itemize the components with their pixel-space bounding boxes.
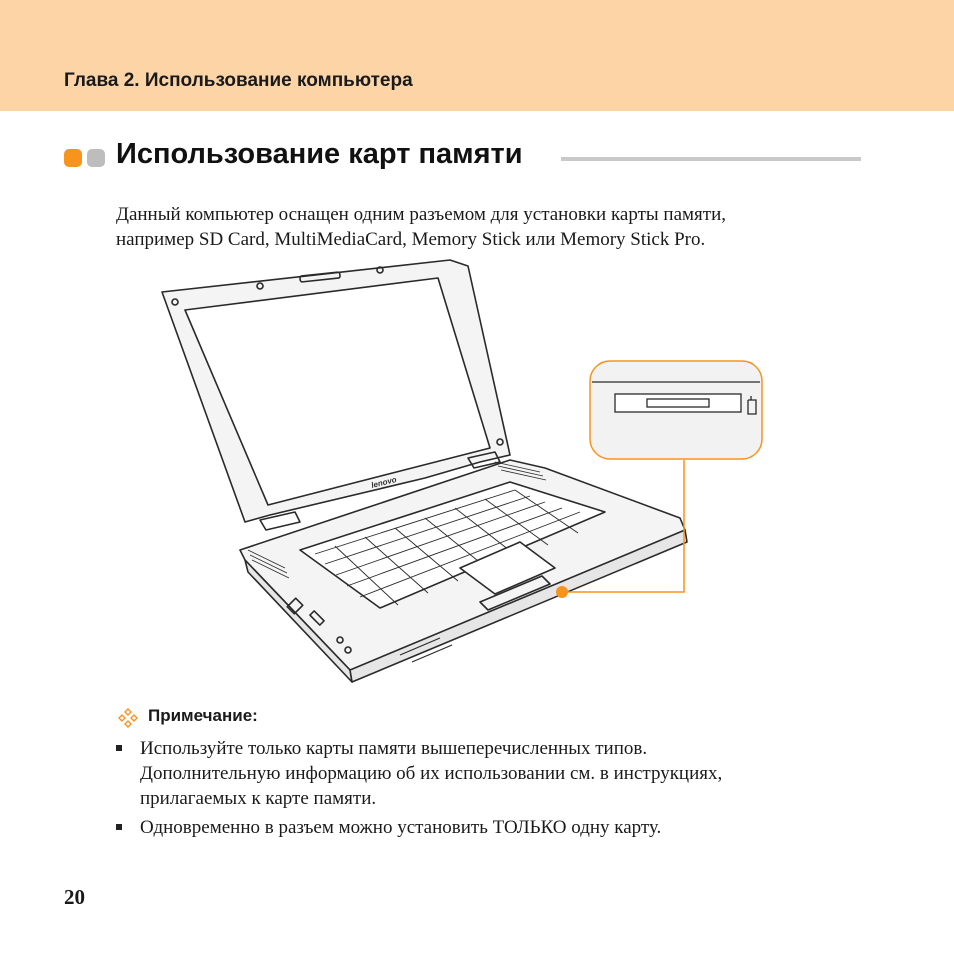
laptop-illustration bbox=[150, 250, 790, 690]
note-line: Одновременно в разъем можно установить ТОЛЬКО одну карту. bbox=[140, 817, 662, 838]
section-bullets-icon bbox=[64, 148, 108, 168]
bullet-square-icon bbox=[116, 824, 122, 830]
list-item bbox=[116, 815, 876, 840]
bullet-square-icon bbox=[116, 745, 122, 751]
intro-line: например SD Card, MultiMediaCard, Memory Stick или Memory Stick Pro. bbox=[116, 229, 706, 250]
note-label: Примечание: bbox=[148, 706, 258, 725]
note-list bbox=[116, 736, 876, 844]
note-line: Дополнительную информацию об их использовании см. в инструкциях, bbox=[140, 763, 723, 784]
diamond-note-icon bbox=[118, 708, 138, 728]
chapter-header-band bbox=[0, 0, 954, 111]
intro-line: Данный компьютер оснащен одним разъемом для установки карты памяти, bbox=[116, 204, 726, 225]
laptop-brand-label: lenovo bbox=[370, 474, 398, 490]
intro-paragraph bbox=[116, 202, 876, 252]
chapter-title: Глава 2. Использование компьютера bbox=[64, 70, 413, 91]
title-divider bbox=[561, 157, 861, 161]
section-title: Использование карт памяти bbox=[116, 138, 523, 170]
list-item bbox=[116, 736, 876, 811]
page-number: 20 bbox=[64, 885, 85, 909]
note-line: Используйте только карты памяти вышеперечисленных типов. bbox=[140, 738, 648, 759]
note-line: прилагаемых к карте памяти. bbox=[140, 788, 377, 809]
